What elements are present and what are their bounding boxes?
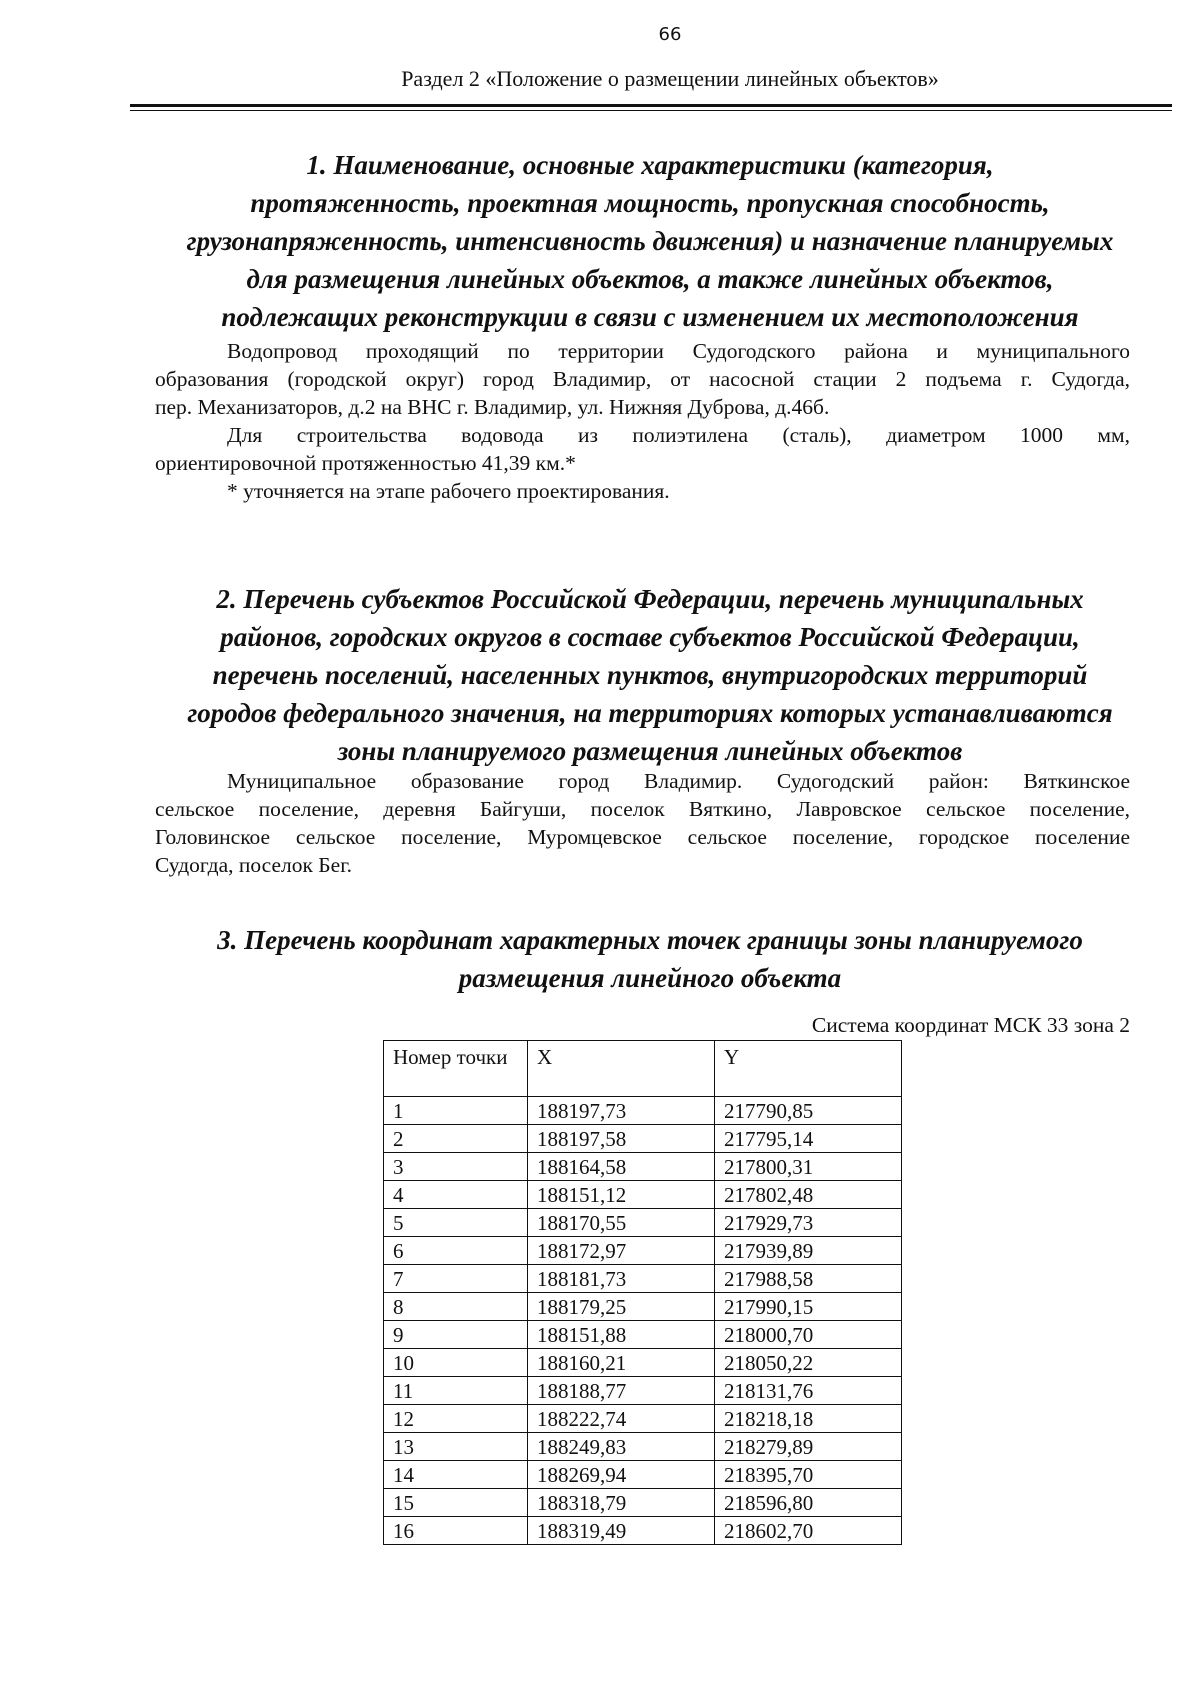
table-row bbox=[384, 1209, 902, 1237]
cell-point-number: 11 bbox=[384, 1377, 528, 1405]
section-2-paragraph bbox=[155, 767, 1130, 879]
heading-line: 3. Перечень координат характерных точек границы зоны планируемого bbox=[217, 925, 1083, 955]
paragraph-line: Муниципальное образование город Владимир. Судогодский район: Вяткинское bbox=[227, 769, 1130, 793]
paragraph-line: сельское поселение, деревня Байгуши, поселок Вяткино, Лавровское сельское поселение, bbox=[155, 797, 1130, 821]
cell-y: 217939,89 bbox=[715, 1237, 902, 1265]
cell-y: 217790,85 bbox=[715, 1097, 902, 1125]
cell-y: 218000,70 bbox=[715, 1321, 902, 1349]
table-row bbox=[384, 1153, 902, 1181]
cell-point-number: 6 bbox=[384, 1237, 528, 1265]
heading-line: подлежащих реконструкции в связи с изменением их местоположения bbox=[221, 302, 1079, 332]
table-row bbox=[384, 1181, 902, 1209]
heading-line: грузонапряженность, интенсивность движения) и назначение планируемых bbox=[186, 226, 1114, 256]
section-1-heading bbox=[150, 146, 1150, 336]
cell-x: 188197,73 bbox=[528, 1097, 715, 1125]
section-1-note bbox=[155, 477, 1130, 505]
heading-line: зоны планируемого размещения линейных объектов bbox=[337, 736, 963, 766]
cell-y: 217990,15 bbox=[715, 1293, 902, 1321]
cell-point-number: 9 bbox=[384, 1321, 528, 1349]
heading-line: районов, городских округов в составе субъектов Российской Федерации, bbox=[220, 622, 1080, 652]
cell-x: 188151,12 bbox=[528, 1181, 715, 1209]
cell-point-number: 5 bbox=[384, 1209, 528, 1237]
paragraph-line: образования (городской округ) город Владимир, от насосной стации 2 подъема г. Судогда, bbox=[155, 367, 1130, 391]
heading-line: 2. Перечень субъектов Российской Федерации, перечень муниципальных bbox=[216, 584, 1084, 614]
cell-y: 218395,70 bbox=[715, 1461, 902, 1489]
table-row bbox=[384, 1433, 902, 1461]
cell-point-number: 12 bbox=[384, 1405, 528, 1433]
cell-x: 188172,97 bbox=[528, 1237, 715, 1265]
cell-x: 188249,83 bbox=[528, 1433, 715, 1461]
heading-line: 1. Наименование, основные характеристики (категория, bbox=[306, 150, 994, 180]
cell-y: 217929,73 bbox=[715, 1209, 902, 1237]
cell-x: 188151,88 bbox=[528, 1321, 715, 1349]
heading-line: размещения линейного объекта bbox=[458, 963, 842, 993]
cell-x: 188222,74 bbox=[528, 1405, 715, 1433]
cell-point-number: 2 bbox=[384, 1125, 528, 1153]
cell-point-number: 15 bbox=[384, 1489, 528, 1517]
table-row bbox=[384, 1461, 902, 1489]
running-head: Раздел 2 «Положение о размещении линейных объектов» bbox=[401, 66, 939, 91]
header-point-number: Номер точки bbox=[384, 1041, 528, 1097]
section-3-heading bbox=[150, 921, 1150, 997]
cell-y: 217800,31 bbox=[715, 1153, 902, 1181]
cell-point-number: 7 bbox=[384, 1265, 528, 1293]
coordinate-system-caption: Система координат МСК 33 зона 2 bbox=[811, 1013, 1130, 1037]
header-y: Y bbox=[715, 1041, 902, 1097]
header-rule-thin bbox=[130, 110, 1172, 111]
cell-y: 218596,80 bbox=[715, 1489, 902, 1517]
section-1-paragraph-1 bbox=[155, 337, 1130, 421]
table-row bbox=[384, 1377, 902, 1405]
cell-y: 217795,14 bbox=[715, 1125, 902, 1153]
header-x: X bbox=[528, 1041, 715, 1097]
note-line: * уточняется на этапе рабочего проектирования. bbox=[227, 479, 670, 503]
heading-line: для размещения линейных объектов, а также линейных объектов, bbox=[246, 264, 1054, 294]
cell-x: 188269,94 bbox=[528, 1461, 715, 1489]
cell-point-number: 13 bbox=[384, 1433, 528, 1461]
table-row bbox=[384, 1321, 902, 1349]
cell-y: 217988,58 bbox=[715, 1265, 902, 1293]
paragraph-line: Судогда, поселок Бег. bbox=[155, 853, 352, 877]
paragraph-line: пер. Механизаторов, д.2 на ВНС г. Владимир, ул. Нижняя Дуброва, д.46б. bbox=[155, 395, 830, 419]
cell-x: 188164,58 bbox=[528, 1153, 715, 1181]
page-number: 66 bbox=[658, 24, 682, 45]
cell-x: 188170,55 bbox=[528, 1209, 715, 1237]
cell-y: 218218,18 bbox=[715, 1405, 902, 1433]
cell-point-number: 3 bbox=[384, 1153, 528, 1181]
table-row bbox=[384, 1293, 902, 1321]
cell-point-number: 10 bbox=[384, 1349, 528, 1377]
table-row bbox=[384, 1125, 902, 1153]
heading-line: перечень поселений, населенных пунктов, внутригородских территорий bbox=[212, 660, 1088, 690]
paragraph-line: Для строительства водовода из полиэтилена (сталь), диаметром 1000 мм, bbox=[227, 423, 1130, 447]
table-row bbox=[384, 1489, 902, 1517]
cell-point-number: 16 bbox=[384, 1517, 528, 1545]
cell-x: 188319,49 bbox=[528, 1517, 715, 1545]
coordinates-table bbox=[383, 1040, 902, 1545]
table-header-row bbox=[384, 1041, 902, 1097]
cell-point-number: 4 bbox=[384, 1181, 528, 1209]
cell-y: 217802,48 bbox=[715, 1181, 902, 1209]
table-body bbox=[384, 1097, 902, 1545]
cell-x: 188160,21 bbox=[528, 1349, 715, 1377]
section-2-heading bbox=[150, 580, 1150, 770]
table-row bbox=[384, 1097, 902, 1125]
table-row bbox=[384, 1517, 902, 1545]
table-row bbox=[384, 1349, 902, 1377]
cell-x: 188188,77 bbox=[528, 1377, 715, 1405]
heading-line: городов федерального значения, на территориях которых устанавливаются bbox=[187, 698, 1113, 728]
cell-y: 218050,22 bbox=[715, 1349, 902, 1377]
cell-y: 218602,70 bbox=[715, 1517, 902, 1545]
paragraph-line: Головинское сельское поселение, Муромцевское сельское поселение, городское поселение bbox=[155, 825, 1130, 849]
table-row bbox=[384, 1237, 902, 1265]
cell-x: 188318,79 bbox=[528, 1489, 715, 1517]
cell-point-number: 1 bbox=[384, 1097, 528, 1125]
header-rule-thick bbox=[130, 104, 1172, 107]
paragraph-line: Водопровод проходящий по территории Судогодского района и муниципального bbox=[227, 339, 1130, 363]
heading-line: протяженность, проектная мощность, пропускная способность, bbox=[250, 188, 1050, 218]
cell-point-number: 14 bbox=[384, 1461, 528, 1489]
cell-x: 188197,58 bbox=[528, 1125, 715, 1153]
cell-point-number: 8 bbox=[384, 1293, 528, 1321]
cell-x: 188179,25 bbox=[528, 1293, 715, 1321]
cell-x: 188181,73 bbox=[528, 1265, 715, 1293]
cell-y: 218279,89 bbox=[715, 1433, 902, 1461]
table-row bbox=[384, 1405, 902, 1433]
paragraph-line: ориентировочной протяженностью 41,39 км.* bbox=[155, 451, 576, 475]
section-1-paragraph-2 bbox=[155, 421, 1130, 477]
cell-y: 218131,76 bbox=[715, 1377, 902, 1405]
table-row bbox=[384, 1265, 902, 1293]
